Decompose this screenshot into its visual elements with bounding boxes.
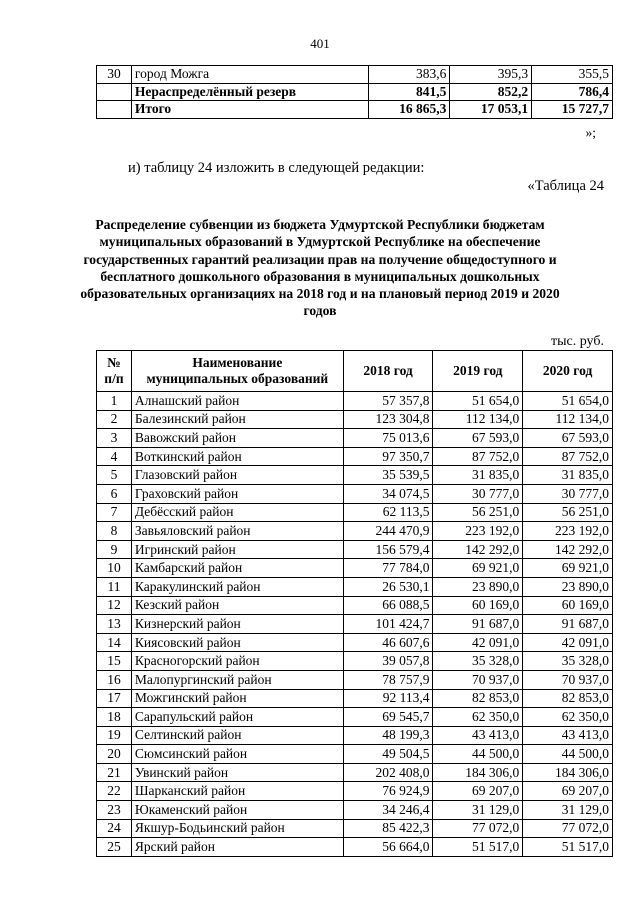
header-2020: 2020 год xyxy=(523,351,613,392)
value-2018: 66 088,5 xyxy=(343,596,433,615)
value-2019: 852,2 xyxy=(450,83,532,101)
value-2018: 244 470,9 xyxy=(343,522,433,541)
table-row xyxy=(97,782,613,801)
table-row xyxy=(97,484,613,503)
page-number: 401 xyxy=(310,36,330,51)
value-2018: 383,6 xyxy=(369,66,450,84)
value-2018: 85 422,3 xyxy=(343,819,433,838)
value-2020: 87 752,0 xyxy=(523,447,613,466)
row-number: 10 xyxy=(97,559,132,578)
row-name: Киясовский район xyxy=(131,633,343,652)
table-row xyxy=(97,466,613,485)
value-2019: 223 192,0 xyxy=(433,522,523,541)
value-2020: 31 835,0 xyxy=(523,466,613,485)
row-number: 11 xyxy=(97,577,132,596)
row-name: Нераспределённый резерв xyxy=(131,83,369,101)
table-row xyxy=(97,652,613,671)
row-name: Воткинский район xyxy=(131,447,343,466)
value-2018: 26 530,1 xyxy=(343,577,433,596)
row-number: 12 xyxy=(97,596,132,615)
value-2018: 77 784,0 xyxy=(343,559,433,578)
value-2020: 70 937,0 xyxy=(523,670,613,689)
table-label: «Таблица 24 xyxy=(527,178,604,194)
table-row xyxy=(97,577,613,596)
value-2018: 16 865,3 xyxy=(369,101,450,119)
value-2019: 112 134,0 xyxy=(433,410,523,429)
row-number: 14 xyxy=(97,633,132,652)
row-name: Балезинский район xyxy=(131,410,343,429)
value-2019: 142 292,0 xyxy=(433,540,523,559)
row-number: 4 xyxy=(97,447,132,466)
value-2018: 123 304,8 xyxy=(343,410,433,429)
row-name: Граховский район xyxy=(131,484,343,503)
table-row xyxy=(97,522,613,541)
row-number: 21 xyxy=(97,763,132,782)
value-2018: 841,5 xyxy=(369,83,450,101)
subvention-table-body xyxy=(97,392,613,857)
row-name: Глазовский район xyxy=(131,466,343,485)
value-2020: 51 654,0 xyxy=(523,392,613,411)
row-number xyxy=(97,83,132,101)
header-number xyxy=(97,351,132,392)
value-2018: 48 199,3 xyxy=(343,726,433,745)
row-number: 23 xyxy=(97,801,132,820)
row-name: Красногорский район xyxy=(131,652,343,671)
value-2018: 75 013,6 xyxy=(343,429,433,448)
value-2020: 31 129,0 xyxy=(523,801,613,820)
value-2020: 69 921,0 xyxy=(523,559,613,578)
table-row xyxy=(97,101,613,119)
row-number xyxy=(97,101,132,119)
previous-table-end xyxy=(96,65,613,119)
value-2020: 67 593,0 xyxy=(523,429,613,448)
value-2019: 67 593,0 xyxy=(433,429,523,448)
value-2018: 69 545,7 xyxy=(343,708,433,727)
value-2020: 56 251,0 xyxy=(523,503,613,522)
table-row xyxy=(97,392,613,411)
table-row xyxy=(97,615,613,634)
value-2018: 34 246,4 xyxy=(343,801,433,820)
table-row xyxy=(97,763,613,782)
row-name: Вавожский район xyxy=(131,429,343,448)
row-name: Ярский район xyxy=(131,838,343,857)
table-row xyxy=(97,745,613,764)
value-2020: 786,4 xyxy=(532,83,613,101)
row-number: 6 xyxy=(97,484,132,503)
value-2020: 112 134,0 xyxy=(523,410,613,429)
value-2019: 91 687,0 xyxy=(433,615,523,634)
table-row xyxy=(97,429,613,448)
value-2018: 57 357,8 xyxy=(343,392,433,411)
value-2018: 34 074,5 xyxy=(343,484,433,503)
value-2020: 184 306,0 xyxy=(523,763,613,782)
row-name: Малопургинский район xyxy=(131,670,343,689)
value-2019: 70 937,0 xyxy=(433,670,523,689)
value-2018: 35 539,5 xyxy=(343,466,433,485)
value-2018: 92 113,4 xyxy=(343,689,433,708)
row-name: Завьяловский район xyxy=(131,522,343,541)
table-row xyxy=(97,410,613,429)
value-2018: 46 607,6 xyxy=(343,633,433,652)
row-name: Селтинский район xyxy=(131,726,343,745)
value-2019: 184 306,0 xyxy=(433,763,523,782)
value-2020: 42 091,0 xyxy=(523,633,613,652)
value-2018: 78 757,9 xyxy=(343,670,433,689)
value-2020: 62 350,0 xyxy=(523,708,613,727)
row-name: Алнашский район xyxy=(131,392,343,411)
value-2018: 202 408,0 xyxy=(343,763,433,782)
value-2019: 30 777,0 xyxy=(433,484,523,503)
value-2019: 60 169,0 xyxy=(433,596,523,615)
row-name: Игринский район xyxy=(131,540,343,559)
value-2020: 69 207,0 xyxy=(523,782,613,801)
row-name: Камбарский район xyxy=(131,559,343,578)
value-2020: 82 853,0 xyxy=(523,689,613,708)
row-name: Кезский район xyxy=(131,596,343,615)
row-number: 2 xyxy=(97,410,132,429)
row-name: Юкаменский район xyxy=(131,801,343,820)
value-2020: 35 328,0 xyxy=(523,652,613,671)
value-2019: 77 072,0 xyxy=(433,819,523,838)
value-2019: 43 413,0 xyxy=(433,726,523,745)
header-name-line1: Наименование xyxy=(192,355,283,370)
value-2018: 39 057,8 xyxy=(343,652,433,671)
value-2020: 43 413,0 xyxy=(523,726,613,745)
row-number: 1 xyxy=(97,392,132,411)
quote-end: »; xyxy=(585,125,596,140)
row-number: 5 xyxy=(97,466,132,485)
row-number: 7 xyxy=(97,503,132,522)
value-2018: 62 113,5 xyxy=(343,503,433,522)
table-row xyxy=(97,838,613,857)
row-name: Увинский район xyxy=(131,763,343,782)
value-2019: 82 853,0 xyxy=(433,689,523,708)
table-row xyxy=(97,596,613,615)
value-2020: 51 517,0 xyxy=(523,838,613,857)
row-number: 22 xyxy=(97,782,132,801)
row-number: 18 xyxy=(97,708,132,727)
table-row xyxy=(97,540,613,559)
value-2020: 30 777,0 xyxy=(523,484,613,503)
value-2019: 395,3 xyxy=(450,66,532,84)
header-2018: 2018 год xyxy=(343,351,433,392)
row-name: Якшур-Бодьинский район xyxy=(131,819,343,838)
header-number-line2: п/п xyxy=(104,371,124,386)
value-2018: 76 924,9 xyxy=(343,782,433,801)
value-2019: 17 053,1 xyxy=(450,101,532,119)
table-row xyxy=(97,670,613,689)
table-row xyxy=(97,447,613,466)
value-2020: 44 500,0 xyxy=(523,745,613,764)
row-name: Кизнерский район xyxy=(131,615,343,634)
row-number: 20 xyxy=(97,745,132,764)
row-number: 25 xyxy=(97,838,132,857)
row-number: 13 xyxy=(97,615,132,634)
value-2020: 23 890,0 xyxy=(523,577,613,596)
value-2018: 56 664,0 xyxy=(343,838,433,857)
table-row xyxy=(97,83,613,101)
table-row xyxy=(97,689,613,708)
row-name: Каракулинский район xyxy=(131,577,343,596)
previous-table-body xyxy=(97,66,613,119)
header-name xyxy=(131,351,343,392)
table-row xyxy=(97,66,613,84)
value-2019: 31 129,0 xyxy=(433,801,523,820)
header-number-line1: № xyxy=(107,355,121,370)
row-number: 24 xyxy=(97,819,132,838)
table-row xyxy=(97,801,613,820)
table-row xyxy=(97,726,613,745)
value-2018: 156 579,4 xyxy=(343,540,433,559)
value-2019: 62 350,0 xyxy=(433,708,523,727)
header-name-line2: муниципальных образований xyxy=(146,371,329,386)
value-2019: 31 835,0 xyxy=(433,466,523,485)
value-2018: 49 504,5 xyxy=(343,745,433,764)
value-2020: 77 072,0 xyxy=(523,819,613,838)
value-2019: 56 251,0 xyxy=(433,503,523,522)
row-number: 15 xyxy=(97,652,132,671)
table-header-row xyxy=(97,351,613,392)
value-2019: 51 654,0 xyxy=(433,392,523,411)
table-row xyxy=(97,503,613,522)
value-2020: 60 169,0 xyxy=(523,596,613,615)
row-name: Можгинский район xyxy=(131,689,343,708)
row-number: 16 xyxy=(97,670,132,689)
table-row xyxy=(97,559,613,578)
row-name: Дебёсский район xyxy=(131,503,343,522)
value-2019: 23 890,0 xyxy=(433,577,523,596)
table-row xyxy=(97,708,613,727)
row-number: 30 xyxy=(97,66,132,84)
value-2020: 223 192,0 xyxy=(523,522,613,541)
row-name: Итого xyxy=(131,101,369,119)
row-name: Сюмсинский район xyxy=(131,745,343,764)
row-number: 8 xyxy=(97,522,132,541)
value-2019: 35 328,0 xyxy=(433,652,523,671)
row-number: 9 xyxy=(97,540,132,559)
header-2019: 2019 год xyxy=(433,351,523,392)
value-2020: 355,5 xyxy=(532,66,613,84)
value-2018: 101 424,7 xyxy=(343,615,433,634)
table-title: Распределение субвенции из бюджета Удмуртской Республики бюджетам муниципальных образований в Удмуртской Республике на обеспечение государственных гарантий реализации прав на получение общедоступного и бесплатного дошкольного образования в муниципальных дошкольных образовательных организациях на 2018 год и на плановый период 2019 и 2020 годов xyxy=(80,217,560,319)
row-name: город Можга xyxy=(131,66,369,84)
value-2018: 97 350,7 xyxy=(343,447,433,466)
value-2019: 87 752,0 xyxy=(433,447,523,466)
subvention-table xyxy=(96,350,613,857)
intro-text: и) таблицу 24 изложить в следующей редакции: xyxy=(128,160,425,176)
value-2020: 15 727,7 xyxy=(532,101,613,119)
row-name: Сарапульский район xyxy=(131,708,343,727)
value-2019: 69 921,0 xyxy=(433,559,523,578)
units-label: тыс. руб. xyxy=(551,334,604,349)
row-number: 19 xyxy=(97,726,132,745)
value-2019: 69 207,0 xyxy=(433,782,523,801)
value-2019: 44 500,0 xyxy=(433,745,523,764)
row-number: 3 xyxy=(97,429,132,448)
table-row xyxy=(97,819,613,838)
row-number: 17 xyxy=(97,689,132,708)
value-2019: 51 517,0 xyxy=(433,838,523,857)
value-2020: 142 292,0 xyxy=(523,540,613,559)
value-2019: 42 091,0 xyxy=(433,633,523,652)
row-name: Шарканский район xyxy=(131,782,343,801)
table-row xyxy=(97,633,613,652)
value-2020: 91 687,0 xyxy=(523,615,613,634)
